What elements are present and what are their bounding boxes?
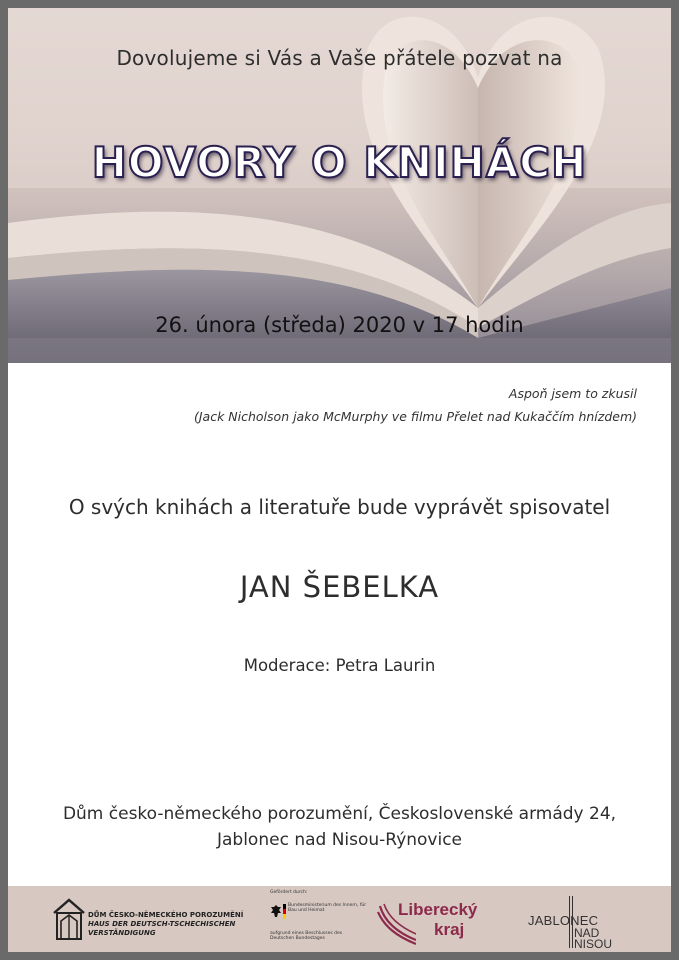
invitation-text: Dovolujeme si Vás a Vaše přátele pozvat na: [116, 46, 563, 70]
event-title: HOVORY O KNIHÁCH: [91, 138, 588, 187]
house-logo-text: [88, 911, 258, 938]
jablonec-line1: JABLONEC: [528, 913, 599, 928]
ministry-decision: aufgrund eines Beschlusses des Deutschen Bundestages: [270, 931, 343, 941]
house-name-cz: DŮM ČESKO-NĚMECKÉHO POROZUMĚNÍ: [88, 911, 244, 919]
jablonec-logo: [528, 896, 638, 951]
jablonec-line2: NAD: [574, 926, 600, 940]
german-flag-icon: [283, 904, 286, 919]
liberecky-kraj-logo: [376, 900, 496, 946]
quote-text: Aspoň jsem to zkusil: [508, 386, 637, 401]
ministry-funded-by: Gefördert durch:: [270, 890, 308, 895]
quote-source: (Jack Nicholson jako McMurphy ve filmu Přelet nad Kukaččím hnízdem): [193, 409, 637, 424]
author-name: JAN ŠEBELKA: [239, 570, 440, 604]
jablonec-line3: NISOU: [574, 937, 613, 951]
intro-text: O svých knihách a literatuře bude vyprávět spisovatel: [68, 495, 611, 519]
event-date: 26. února (středa) 2020 v 17 hodin: [155, 313, 524, 337]
house-logo-icon: [52, 897, 86, 941]
venue-address-line2: Jablonec nad Nisou-Rýnovice: [216, 830, 463, 850]
hero-book-image: [8, 8, 671, 363]
house-name-de-2: VERSTÄNDIGUNG: [88, 929, 156, 937]
invitation-poster: [8, 8, 671, 952]
moderation-text: Moderace: Petra Laurin: [243, 656, 436, 675]
federal-eagle-icon: [270, 904, 282, 918]
kraj-name-line2: kraj: [434, 920, 465, 939]
house-name-de: HAUS DER DEUTSCH-TSCHECHISCHEN: [88, 920, 236, 928]
ministry-name: Bundesministerium des Innern, für Bau und Heimat: [288, 903, 367, 913]
sponsor-footer: [8, 886, 671, 952]
venue-address-line1: Dům česko-německého porozumění, Československé armády 24,: [62, 804, 617, 824]
ministry-logo: [270, 890, 370, 950]
kraj-name-line1: Liberecký: [398, 900, 478, 919]
